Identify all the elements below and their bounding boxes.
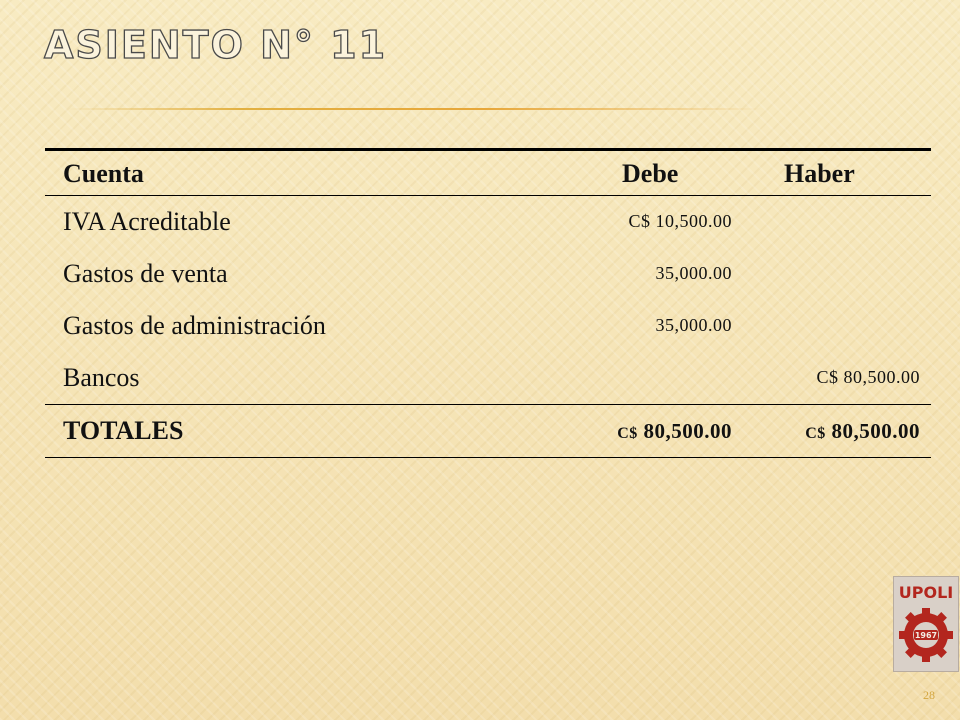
logo-graphic [894, 577, 958, 671]
svg-text:UPOLI: UPOLI [898, 583, 954, 602]
totals-label: TOTALES [63, 416, 184, 445]
row-cuenta: Bancos [63, 363, 140, 392]
totals-bottom-rule [45, 457, 931, 458]
header-haber: Haber [784, 159, 855, 188]
table-row [45, 300, 931, 352]
journal-entry-table [45, 148, 931, 458]
row-cuenta: Gastos de administración [63, 311, 326, 340]
svg-text:1967: 1967 [914, 631, 938, 640]
header-cuenta: Cuenta [63, 159, 144, 188]
row-cuenta: Gastos de venta [63, 259, 228, 288]
totals-debe-currency: C$ [617, 425, 638, 442]
table-row [45, 248, 931, 300]
gear-icon [899, 608, 953, 662]
table-row [45, 352, 931, 404]
totals-debe [617, 405, 732, 460]
header-debe: Debe [622, 159, 679, 188]
row-haber: C$ 80,500.00 [816, 367, 920, 387]
totals-haber-currency: C$ [805, 425, 826, 442]
slide-title: ASIENTO N° 11 [44, 23, 388, 67]
totals-haber [805, 405, 920, 460]
row-debe: 35,000.00 [655, 315, 732, 335]
row-debe: 35,000.00 [655, 263, 732, 283]
totals-row [45, 405, 931, 457]
table-header-row [45, 151, 931, 195]
title-underline [66, 108, 766, 110]
upoli-gear-logo [893, 576, 959, 672]
page-number: 28 [923, 688, 935, 702]
row-cuenta: IVA Acreditable [63, 207, 231, 236]
row-debe: C$ 10,500.00 [628, 211, 732, 231]
totals-debe-amount: 80,500.00 [643, 419, 732, 443]
totals-haber-amount: 80,500.00 [831, 419, 920, 443]
table-row [45, 196, 931, 248]
